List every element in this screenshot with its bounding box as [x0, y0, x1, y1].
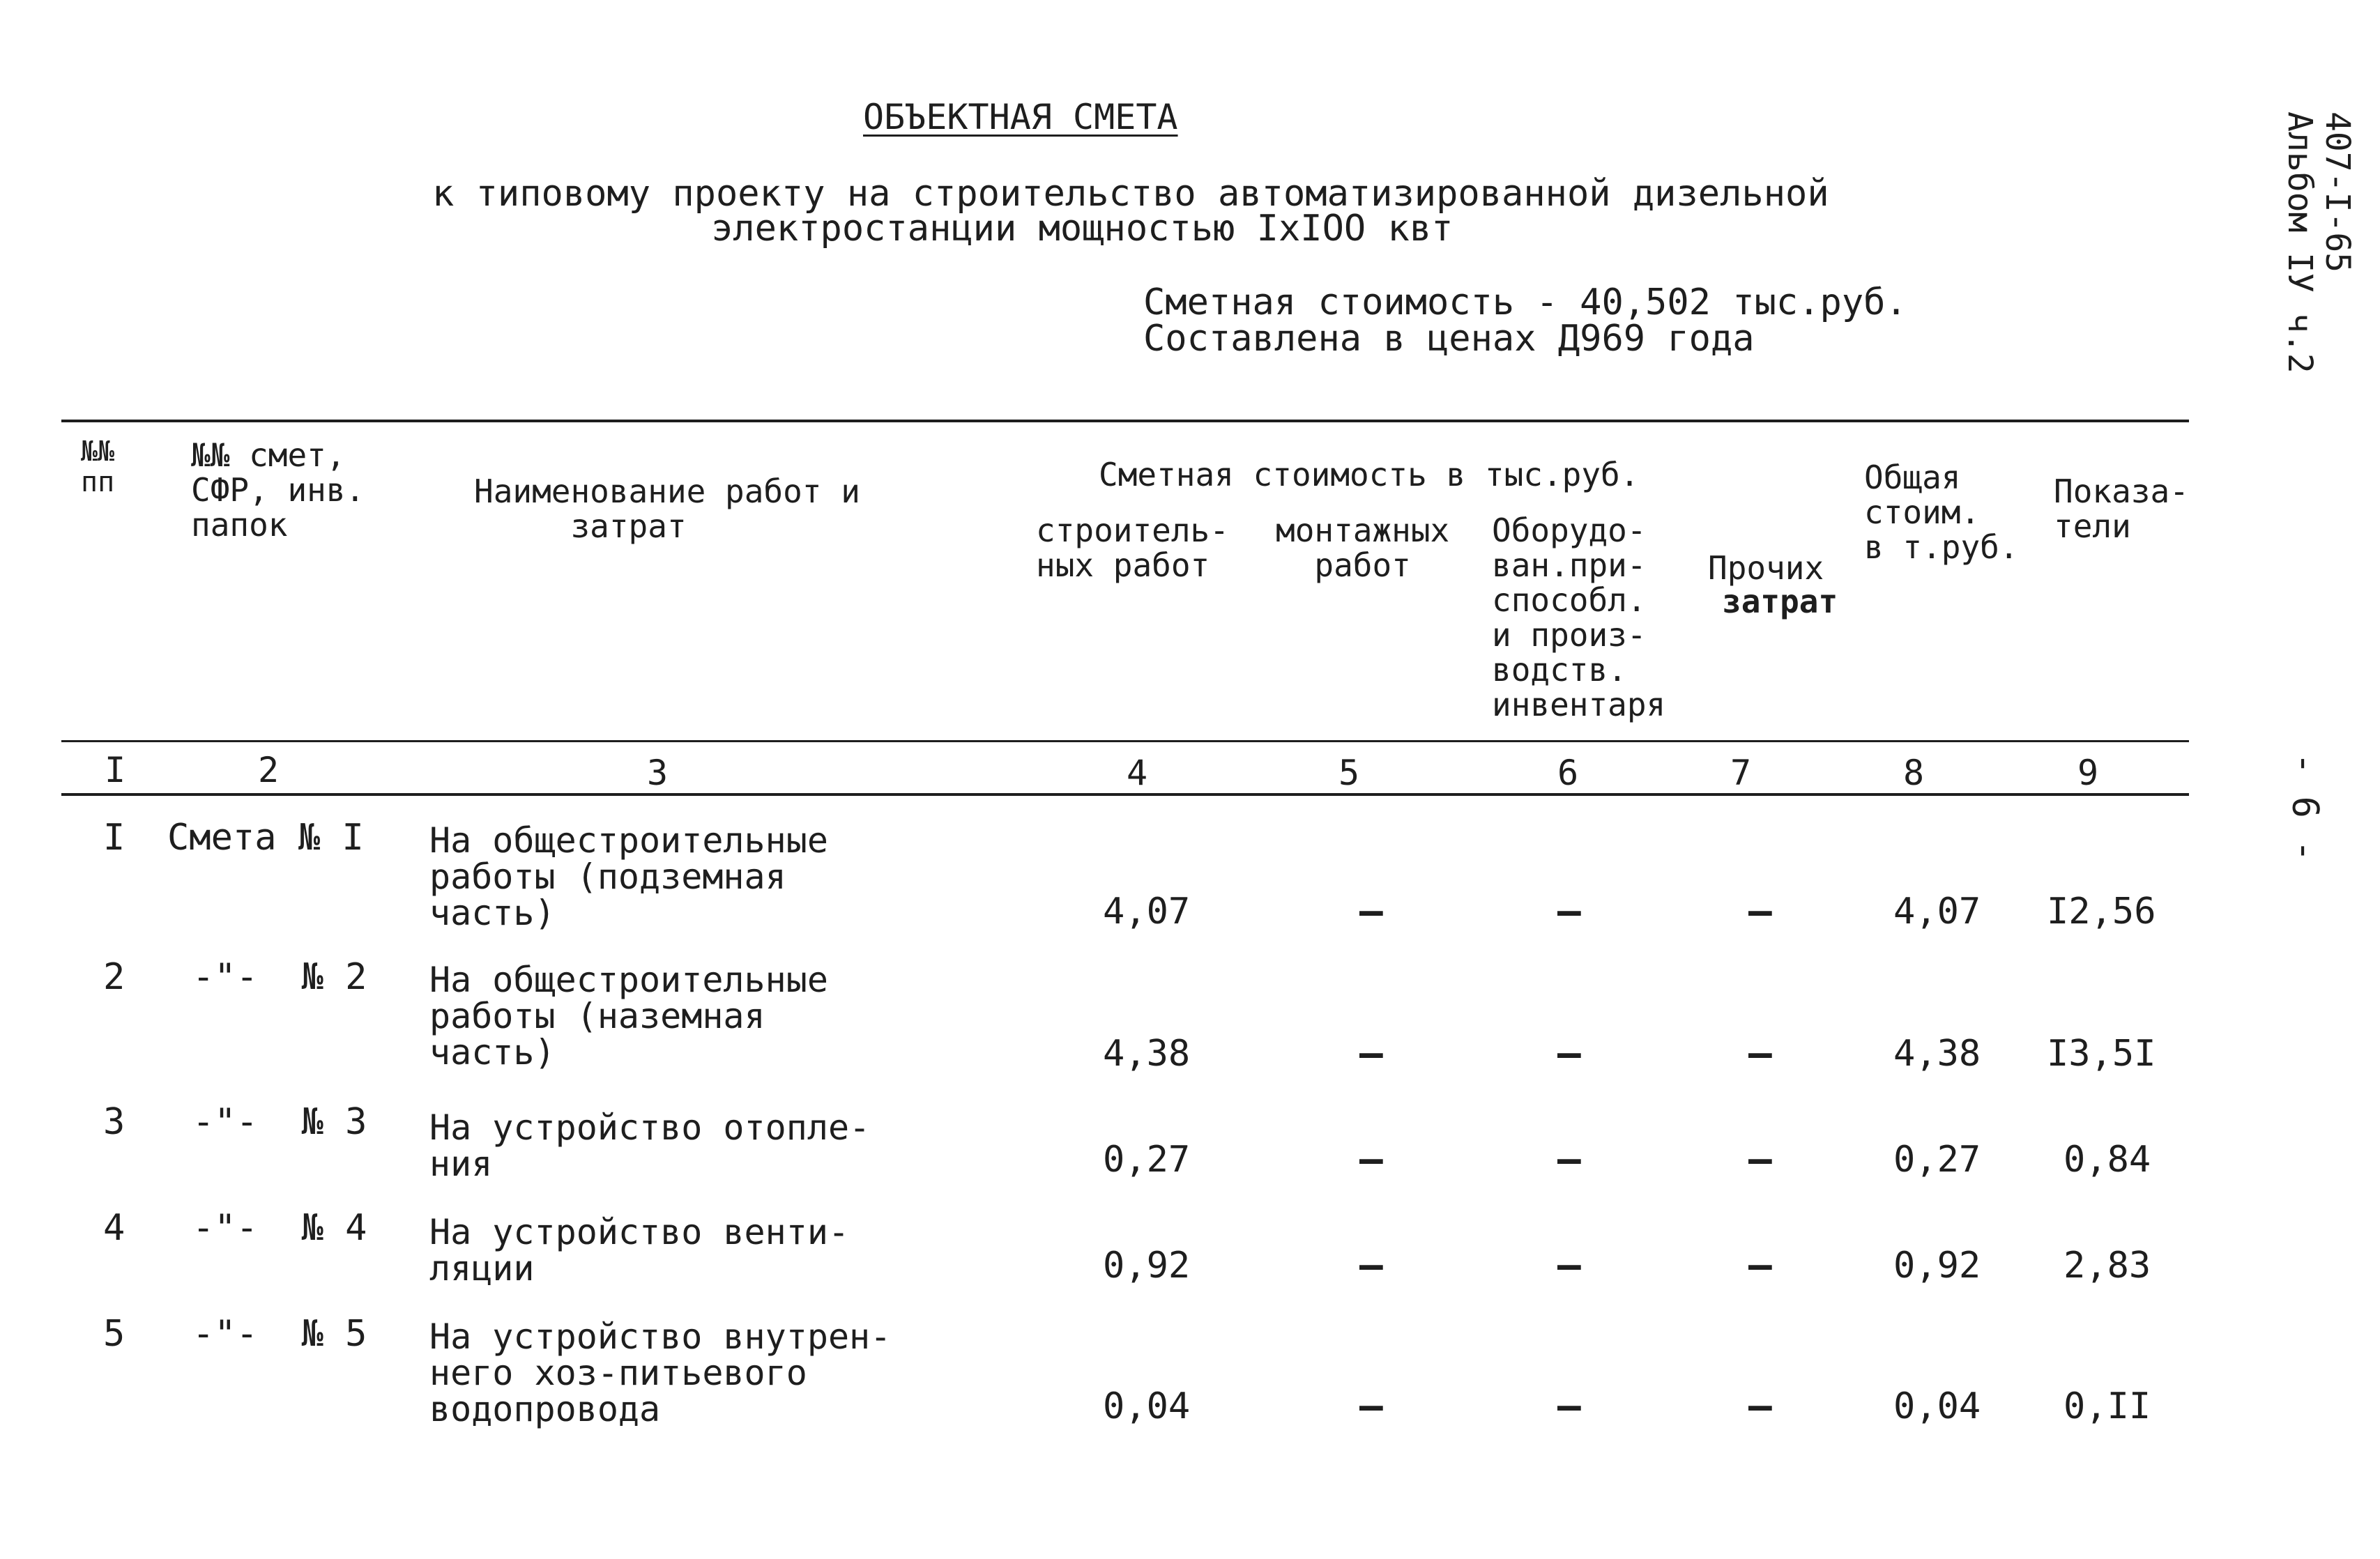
row-3-indicator: 0,84 [2064, 1139, 2151, 1181]
table-top-rule [61, 420, 2189, 422]
row-5-total-cost: 0,04 [1893, 1385, 1981, 1427]
price-basis: Составлена в ценах Д969 года [1143, 318, 1755, 360]
column-number-7: 7 [1730, 753, 1752, 793]
column-number-6: 6 [1557, 753, 1579, 793]
document-title: ОБЪЕКТНАЯ СМЕТА [863, 97, 1178, 137]
row-3-other-cost: – [1748, 1137, 1772, 1182]
row-3-total-cost: 0,27 [1893, 1139, 1981, 1181]
album-side-label [2280, 112, 2363, 439]
row-2-construction-cost: 4,38 [1103, 1033, 1191, 1075]
row-2-installation-cost: – [1359, 1031, 1383, 1076]
row-4-equipment-cost: – [1557, 1243, 1581, 1288]
row-5-work-name: На устройство внутрен- него хоз-питьевого водопровода [429, 1316, 892, 1429]
header-col-other-b: затрат [1722, 583, 1838, 620]
row-2-indicator: I3,5I [2047, 1033, 2156, 1075]
row-5-installation-cost: – [1359, 1383, 1383, 1429]
column-number-2: 2 [258, 750, 280, 790]
subtitle-line-1: к типовому проекту на строительство автоматизированной дизельной [432, 173, 1829, 215]
column-number-3: 3 [647, 753, 669, 793]
row-2-number: 2 [103, 956, 125, 998]
header-col-total: Общая стоим. в т.руб. [1864, 459, 2019, 566]
row-3-installation-cost: – [1359, 1137, 1383, 1182]
header-col-indicators: Показа- тели [2054, 473, 2189, 545]
row-4-indicator: 2,83 [2064, 1245, 2151, 1287]
column-number-9: 9 [2077, 753, 2099, 793]
header-col-estimate-ref: №№ смет, СФР, инв. папок [191, 436, 365, 544]
row-1-number: I [103, 817, 125, 859]
row-1-equipment-cost: – [1557, 889, 1581, 934]
row-5-indicator: 0,II [2064, 1385, 2151, 1427]
header-col-number: №№ пп [81, 436, 115, 498]
row-5-estimate-ref: -"- № 5 [192, 1313, 367, 1355]
header-col-name: Наименование работ и затрат [474, 473, 860, 545]
row-1-other-cost: – [1748, 889, 1772, 934]
row-3-estimate-ref: -"- № 3 [192, 1101, 367, 1143]
row-4-number: 4 [103, 1207, 125, 1249]
subtitle-line-2: электростанции мощностью IxIOO квт [711, 208, 1454, 249]
row-3-work-name: На устройство отопле- ния [429, 1107, 871, 1184]
row-1-total-cost: 4,07 [1893, 891, 1981, 932]
header-col-installation: монтажных работ [1276, 512, 1450, 584]
row-1-estimate-ref: Смета № I [167, 817, 364, 859]
row-2-equipment-cost: – [1557, 1031, 1581, 1076]
row-1-work-name: На общестроительные работы (подземная часть) [429, 820, 828, 933]
row-4-work-name: На устройство венти- ляции [429, 1212, 850, 1289]
row-3-number: 3 [103, 1101, 125, 1143]
estimated-cost: Сметная стоимость - 40,502 тыс.руб. [1143, 282, 1907, 323]
row-5-number: 5 [103, 1313, 125, 1355]
row-5-equipment-cost: – [1557, 1383, 1581, 1429]
row-3-construction-cost: 0,27 [1103, 1139, 1191, 1181]
header-bottom-rule [61, 740, 2189, 742]
column-numbers-rule [61, 793, 2189, 796]
row-4-construction-cost: 0,92 [1103, 1245, 1191, 1287]
header-col-construction: строитель- ных работ [1036, 512, 1229, 584]
row-1-installation-cost: – [1359, 889, 1383, 934]
row-2-estimate-ref: -"- № 2 [192, 956, 367, 998]
page-number: - 6 - [2284, 753, 2326, 862]
header-cost-group: Сметная стоимость в тыс.руб. [1099, 456, 1640, 493]
row-2-work-name: На общестроительные работы (наземная часть) [429, 960, 828, 1073]
row-4-other-cost: – [1748, 1243, 1772, 1288]
row-5-construction-cost: 0,04 [1103, 1385, 1191, 1427]
row-2-other-cost: – [1748, 1031, 1772, 1076]
row-1-indicator: I2,56 [2047, 891, 2156, 932]
row-1-construction-cost: 4,07 [1103, 891, 1191, 932]
column-number-8: 8 [1903, 753, 1925, 793]
album-side-text: 407-I-65 Альбом IУ ч.2 [2280, 112, 2357, 374]
column-number-1: I [105, 750, 126, 790]
row-4-total-cost: 0,92 [1893, 1245, 1981, 1287]
row-4-installation-cost: – [1359, 1243, 1383, 1288]
column-number-5: 5 [1338, 753, 1360, 793]
header-col-other-a: Прочих [1708, 549, 1824, 587]
header-col-equipment: Оборудо- ван.при- способл. и произ- водств. инвентаря [1492, 512, 1666, 723]
row-5-other-cost: – [1748, 1383, 1772, 1429]
row-4-estimate-ref: -"- № 4 [192, 1207, 367, 1249]
column-number-4: 4 [1127, 753, 1148, 793]
row-3-equipment-cost: – [1557, 1137, 1581, 1182]
row-2-total-cost: 4,38 [1893, 1033, 1981, 1075]
